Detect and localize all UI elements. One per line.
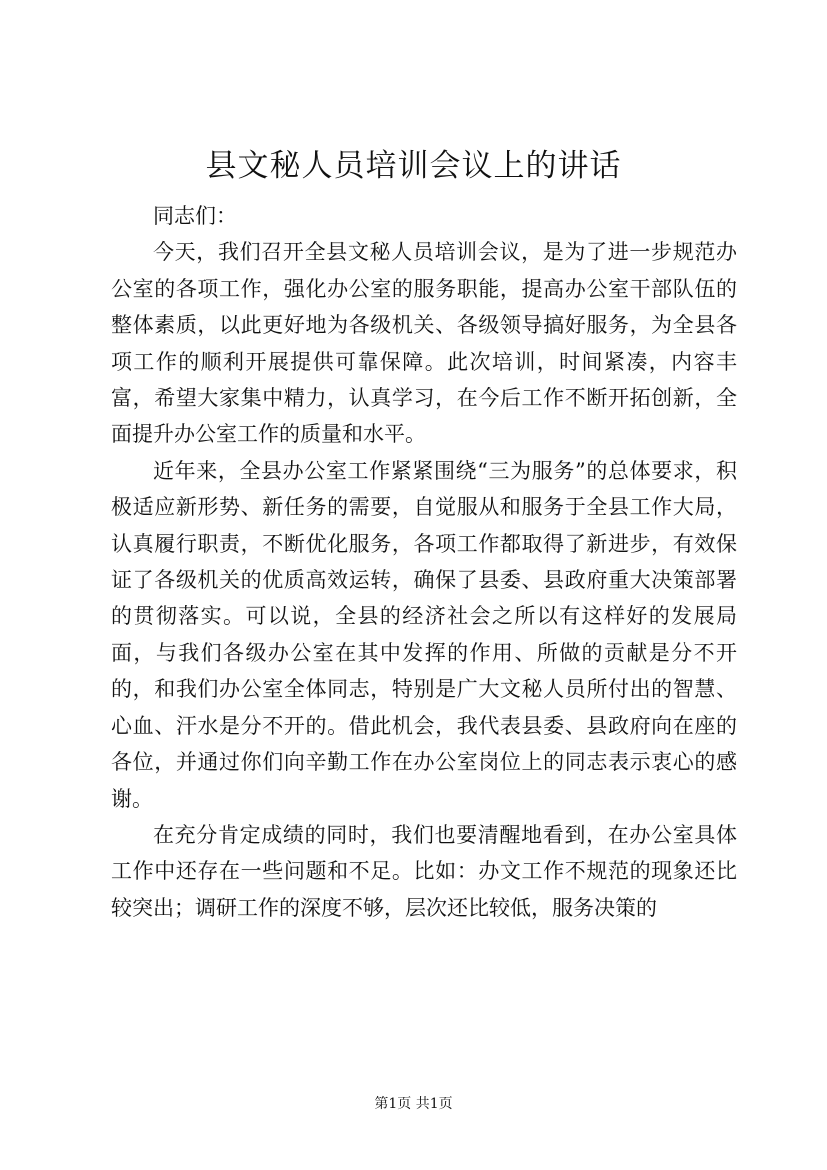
paragraph-2: 近年来，全县办公室工作紧紧围绕“三为服务”的总体要求，积极适应新形势、新任务的需要，自觉服从和服务于全县工作大局，认真履行职责，不断优化服务，各项工作都取得了新进步，有效保证了各级机关的优质高效运转，确保了县委、县政府重大决策部署的贯彻落实。可以说，全县的经济社会之所以有这样好的发展局面，与我们各级办公室在其中发挥的作用、所做的贡献是分不开的，和我们办公室全体同志，特别是广大文秘人员所付出的智慧、心血、汗水是分不开的。借此机会，我代表县委、县政府向在座的各位，并通过你们向辛勤工作在办公室岗位上的同志表示衷心的感谢。 bbox=[111, 458, 737, 811]
paragraph-3: 在充分肯定成绩的同时，我们也要清醒地看到，在办公室具体工作中还存在一些问题和不足。比如：办文工作不规范的现象还比较突出；调研工作的深度不够，层次还比较低，服务决策的 bbox=[111, 822, 737, 920]
page-number-footer: 第1页 共1页 bbox=[374, 1096, 453, 1112]
document-title: 县文秘人员培训会议上的讲话 bbox=[205, 148, 622, 184]
greeting-line: 同志们： bbox=[153, 204, 237, 228]
paragraph-1: 今天，我们召开全县文秘人员培训会议，是为了进一步规范办公室的各项工作，强化办公室的服务职能，提高办公室干部队伍的整体素质，以此更好地为各级机关、各级领导搞好服务，为全县各项工作的顺利开展提供可靠保障。此次培训，时间紧凑，内容丰富，希望大家集中精力，认真学习，在今后工作不断开拓创新，全面提升办公室工作的质量和水平。 bbox=[111, 240, 737, 447]
document-body bbox=[111, 198, 737, 926]
